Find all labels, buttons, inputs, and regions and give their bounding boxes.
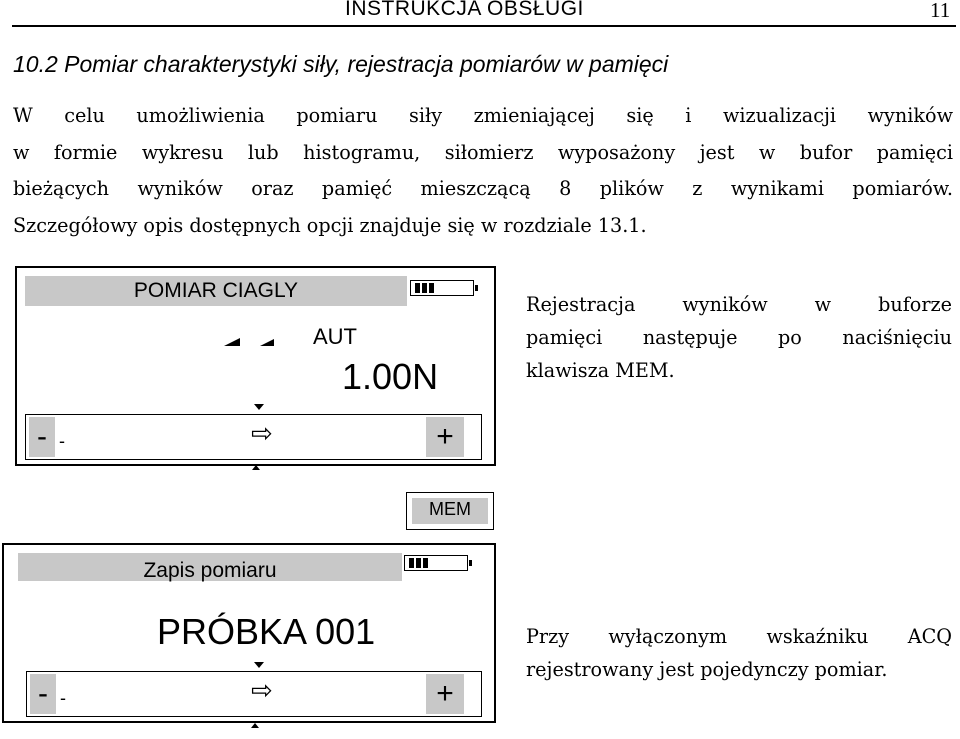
intro-line: Szczegółowy opis dostępnych opcji znajduje się w rozdziale 13.1. — [13, 213, 647, 237]
intro-paragraph — [13, 98, 953, 244]
intro-line: w formie wykresu lub histogramu, siłomierz wyposażony jest w bufor pamięci — [13, 140, 953, 164]
lcd-screen-save — [2, 543, 496, 723]
note-line: rejestrowany jest pojedynczy pomiar. — [526, 658, 888, 681]
screen-title: Zapis pomiaru — [18, 553, 402, 581]
note-line: pamięci następuje po naciśnięciu — [526, 326, 952, 349]
mode-label: AUT — [313, 324, 357, 349]
enter-arrow-icon[interactable]: ⇨ — [251, 676, 273, 706]
page-number: 11 — [930, 0, 951, 22]
intro-line: W celu umożliwienia pomiaru siły zmieniającej się i wizualizacji wyników — [13, 104, 953, 127]
plus-button[interactable]: + — [426, 674, 464, 714]
mem-key[interactable] — [406, 492, 494, 530]
note-line: Rejestracja wyników w buforze — [526, 293, 952, 316]
scroll-down-icon — [254, 662, 264, 668]
plus-button[interactable]: + — [426, 417, 464, 457]
header-rule — [12, 25, 956, 27]
minus-button[interactable]: - — [29, 417, 55, 457]
screen-title: POMIAR CIAGLY — [25, 276, 407, 306]
softkey-bar — [25, 414, 482, 460]
note-single-measurement — [526, 620, 952, 686]
intro-line: bieżących wyników oraz pamięć mieszczącą 8 plików z wynikami pomiarów. — [13, 177, 953, 200]
softkey-bar — [26, 671, 482, 717]
battery-icon — [404, 555, 468, 571]
scroll-down-icon — [254, 404, 264, 410]
range-bar-icon — [224, 336, 274, 348]
scroll-up-icon — [251, 723, 259, 728]
mem-key-label: MEM — [412, 498, 488, 524]
note-registration — [526, 288, 952, 387]
small-dash: - — [60, 688, 66, 708]
scroll-up-icon — [252, 465, 260, 470]
manual-header-title: INSTRUKCJA OBSŁUGI — [345, 0, 584, 20]
sample-label: PRÓBKA 001 — [157, 611, 376, 652]
enter-arrow-icon[interactable]: ⇨ — [251, 419, 273, 449]
minus-button[interactable]: - — [30, 674, 56, 714]
section-heading: 10.2 Pomiar charakterystyki siły, rejestracja pomiarów w pamięci — [13, 51, 669, 77]
small-dash: - — [59, 431, 65, 451]
force-value: 1.00N — [342, 356, 439, 397]
battery-icon — [410, 280, 474, 296]
note-line: Przy wyłączonym wskaźniku ACQ — [526, 625, 952, 648]
lcd-screen-continuous — [15, 266, 496, 466]
note-line: klawisza MEM. — [526, 359, 675, 382]
